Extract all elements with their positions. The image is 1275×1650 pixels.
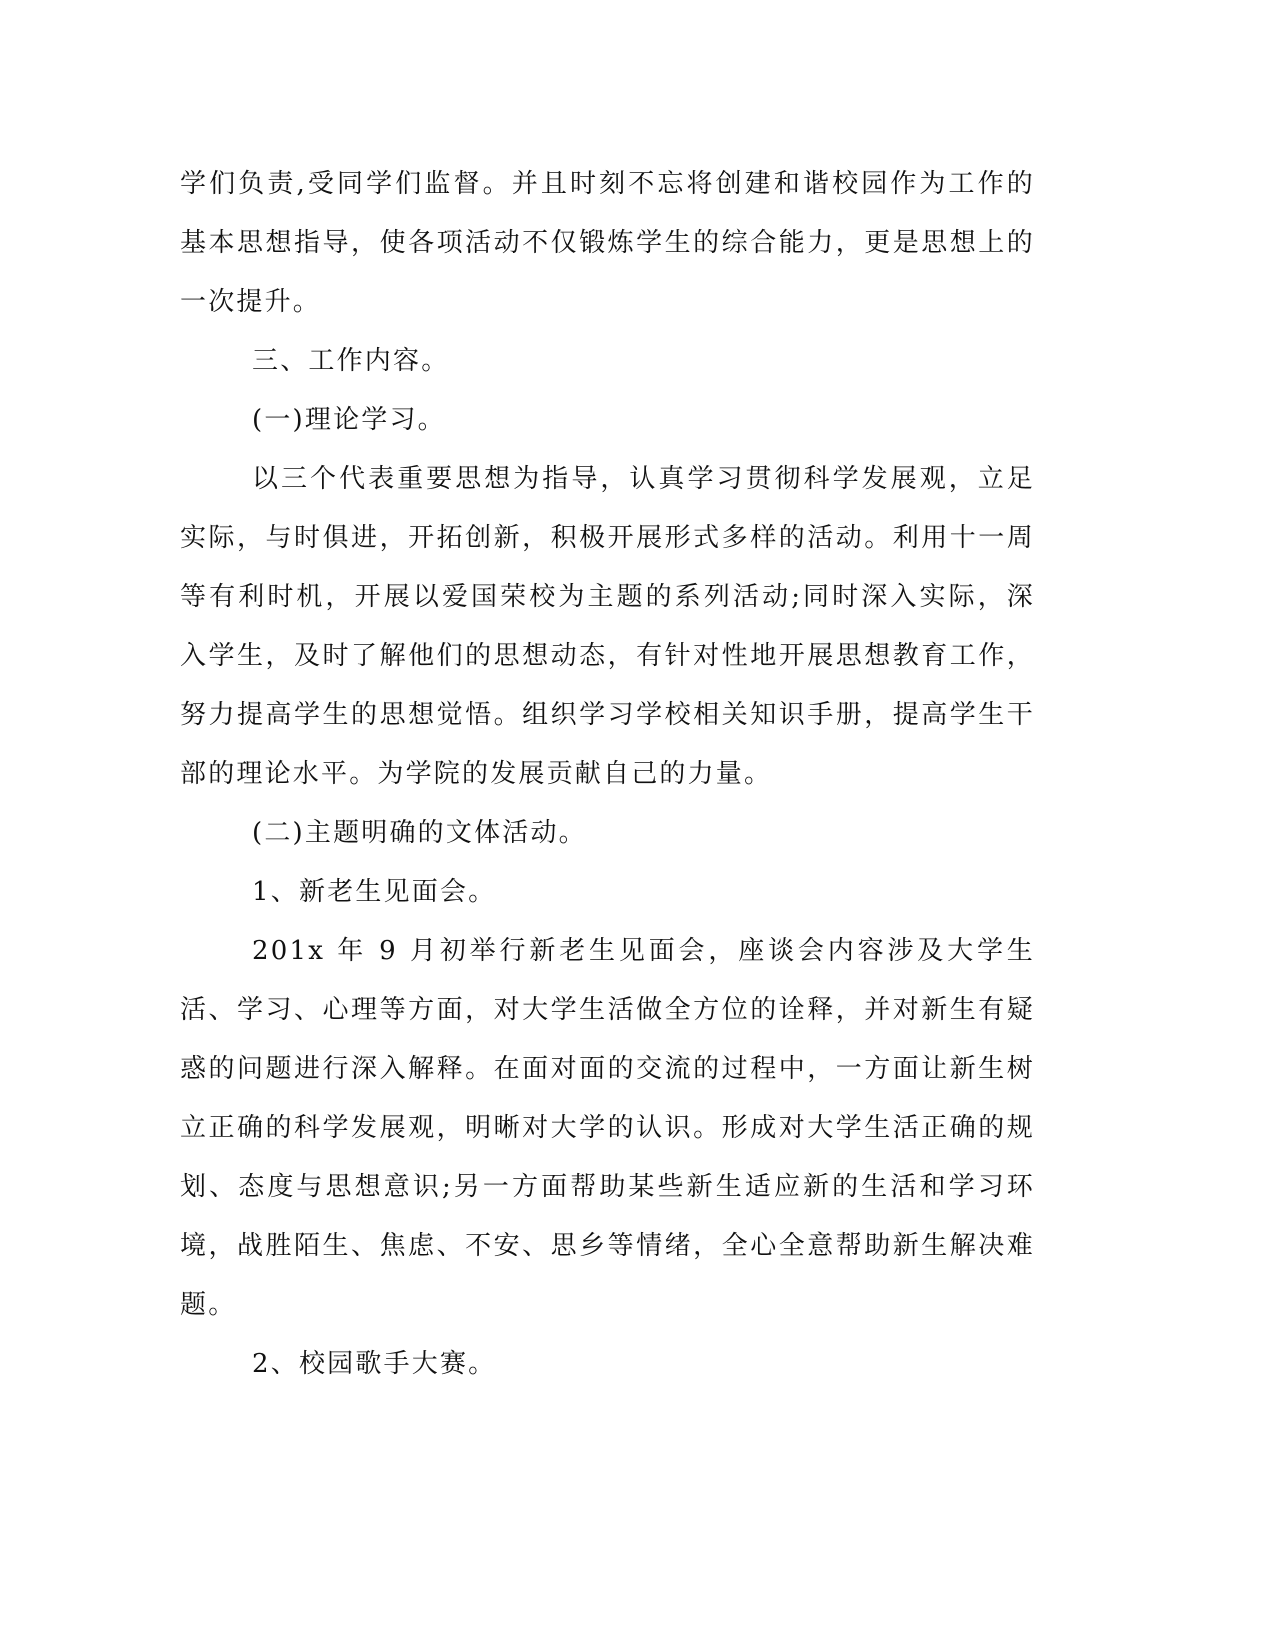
document-body [180, 155, 1035, 1394]
paragraph-theory-study: 以三个代表重要思想为指导，认真学习贯彻科学发展观，立足实际，与时俱进，开拓创新，积极开展形式多样的活动。利用十一周等有利时机，开展以爱国荣校为主题的系列活动;同时深入实际，深入学生，及时了解他们的思想动态，有针对性地开展思想教育工作，努力提高学生的思想觉悟。组织学习学校相关知识手册，提高学生干部的理论水平。为学院的发展贡献自己的力量。 [180, 464, 1035, 789]
paragraph-continuation: 学们负责,受同学们监督。并且时刻不忘将创建和谐校园作为工作的基本思想指导，使各项活动不仅锻炼学生的综合能力，更是思想上的一次提升。 [180, 169, 1035, 317]
section-heading-work-content: 三、工作内容。 [252, 346, 450, 376]
subsection-heading-activities: (二)主题明确的文体活动。 [252, 818, 587, 848]
item-heading-meeting: 1、新老生见面会。 [252, 877, 497, 907]
subsection-heading-theory-study: (一)理论学习。 [252, 405, 446, 435]
item-heading-singer-contest: 2、校园歌手大赛。 [252, 1349, 497, 1379]
paragraph-meeting: 201x 年 9 月初举行新老生见面会，座谈会内容涉及大学生活、学习、心理等方面，对大学生活做全方位的诠释，并对新生有疑惑的问题进行深入解释。在面对面的交流的过程中，一方面让新生树立正确的科学发展观，明晰对大学的认识。形成对大学生活正确的规划、态度与思想意识;另一方面帮助某些新生适应新的生活和学习环境，战胜陌生、焦虑、不安、思乡等情绪，全心全意帮助新生解决难题。 [180, 936, 1035, 1320]
